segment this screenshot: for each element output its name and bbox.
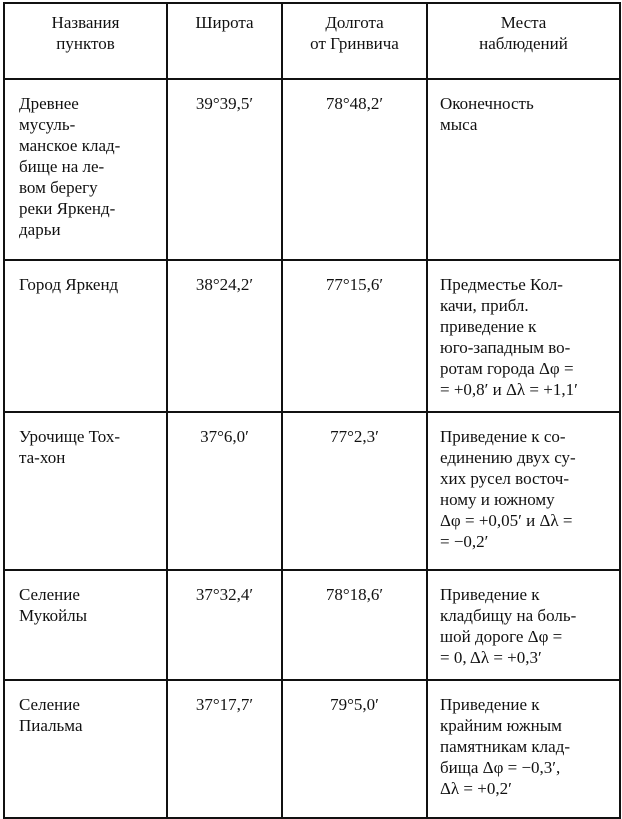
header-longitude: Долгота от Гринвича [282,3,427,79]
latitude-cell: 37°32,4′ [167,570,282,680]
point-name-cell: Древнее мусуль- манское клад- бище на ле- вом берегу реки Яркенд- дарьи [4,79,167,260]
table-row [4,412,620,570]
longitude-cell: 77°2,3′ [282,412,427,570]
observation-site-cell: Приведение к крайним южным памятникам клад- бища Δφ = −0,3′, Δλ = +0,2′ [427,680,620,818]
table-row [4,260,620,412]
longitude-cell: 78°18,6′ [282,570,427,680]
observation-site-cell: Приведение к кладбищу на боль- шой дороге Δφ = = 0, Δλ = +0,3′ [427,570,620,680]
latitude-cell: 37°17,7′ [167,680,282,818]
point-name-cell: Урочище Тох- та-хон [4,412,167,570]
table-row [4,570,620,680]
latitude-cell: 37°6,0′ [167,412,282,570]
point-name-cell: Город Яркенд [4,260,167,412]
table-row [4,79,620,260]
header-observation-sites: Места наблюдений [427,3,620,79]
longitude-cell: 79°5,0′ [282,680,427,818]
point-name-cell: Селение Мукойлы [4,570,167,680]
table-row [4,680,620,818]
header-latitude: Широта [167,3,282,79]
coordinates-table [3,2,621,819]
latitude-cell: 39°39,5′ [167,79,282,260]
longitude-cell: 78°48,2′ [282,79,427,260]
header-row [4,3,620,79]
observation-site-cell: Приведение к со- единению двух су- хих русел восточ- ному и южному Δφ = +0,05′ и Δλ = = −0,2′ [427,412,620,570]
observation-site-cell: Предместье Кол- качи, прибл. приведение к юго-западным во- ротам города Δφ = = +0,8′ и Δλ = +1,1′ [427,260,620,412]
latitude-cell: 38°24,2′ [167,260,282,412]
header-point-names: Названия пунктов [4,3,167,79]
point-name-cell: Селение Пиальма [4,680,167,818]
coordinates-table-container [3,2,619,799]
longitude-cell: 77°15,6′ [282,260,427,412]
observation-site-cell: Оконечность мыса [427,79,620,260]
